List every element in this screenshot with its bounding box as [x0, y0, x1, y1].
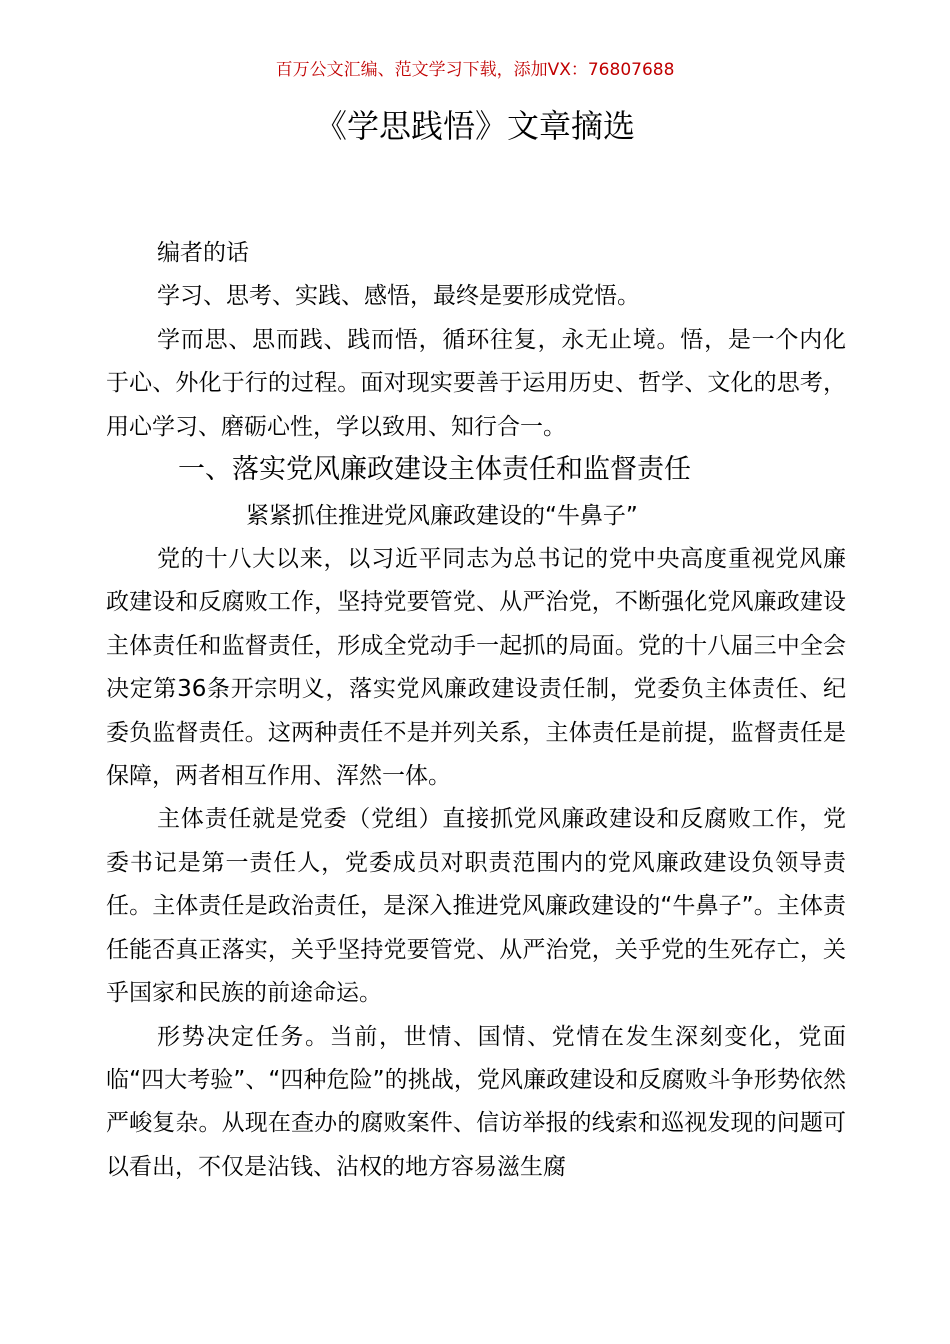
section-heading: 一、落实党风廉政建设主体责任和监督责任 — [178, 454, 691, 486]
article-title: 紧紧抓住推进党风廉政建设的“牛鼻子” — [246, 503, 638, 530]
paragraph-1: 党的十八大以来，以习近平同志为总书记的党中央高度重视党风廉政建设和反腐败工作，坚持党要管党、从严治党，不断强化党风廉政建设主体责任和监督责任，形成全党动手一起抓的局面。党的十八届三中全会决定第36条开宗明义，落实党风廉政建设责任制，党委负主体责任、纪委负监督责任。这两种责任不是并列关系，主体责任是前提，监督责任是保障，两者相互作用、浑然一体。 — [106, 546, 846, 790]
intro-paragraph-2: 学而思、思而践、践而悟，循环往复，永无止境。悟，是一个内化于心、外化于行的过程。面对现实要善于运用历史、哲学、文化的思考，用心学习、磨砺心性，学以致用、知行合一。 — [106, 326, 846, 440]
paragraph-3: 形势决定任务。当前，世情、国情、党情在发生深刻变化，党面临“四大考验”、“四种危险”的挑战，党风廉政建设和反腐败斗争形势依然严峻复杂。从现在查办的腐败案件、信访举报的线索和巡视发现的问题可以看出，不仅是沾钱、沾权的地方容易滋生腐 — [106, 1023, 846, 1180]
editor-label: 编者的话 — [157, 240, 249, 266]
document-title: 《学思践悟》文章摘选 — [314, 107, 635, 145]
paragraph-2: 主体责任就是党委（党组）直接抓党风廉政建设和反腐败工作，党委书记是第一责任人，党委成员对职责范围内的党风廉政建设负领导责任。主体责任是政治责任，是深入推进党风廉政建设的“牛鼻子”。主体责任能否真正落实，关乎坚持党要管党、从严治党，关乎党的生死存亡，关乎国家和民族的前途命运。 — [106, 806, 846, 1007]
document-body — [106, 232, 846, 1189]
intro-paragraph-1: 学习、思考、实践、感悟，最终是要形成党悟。 — [157, 283, 640, 310]
promo-banner: 百万公文汇编、范文学习下载，添加VX：76807688 — [275, 60, 675, 80]
